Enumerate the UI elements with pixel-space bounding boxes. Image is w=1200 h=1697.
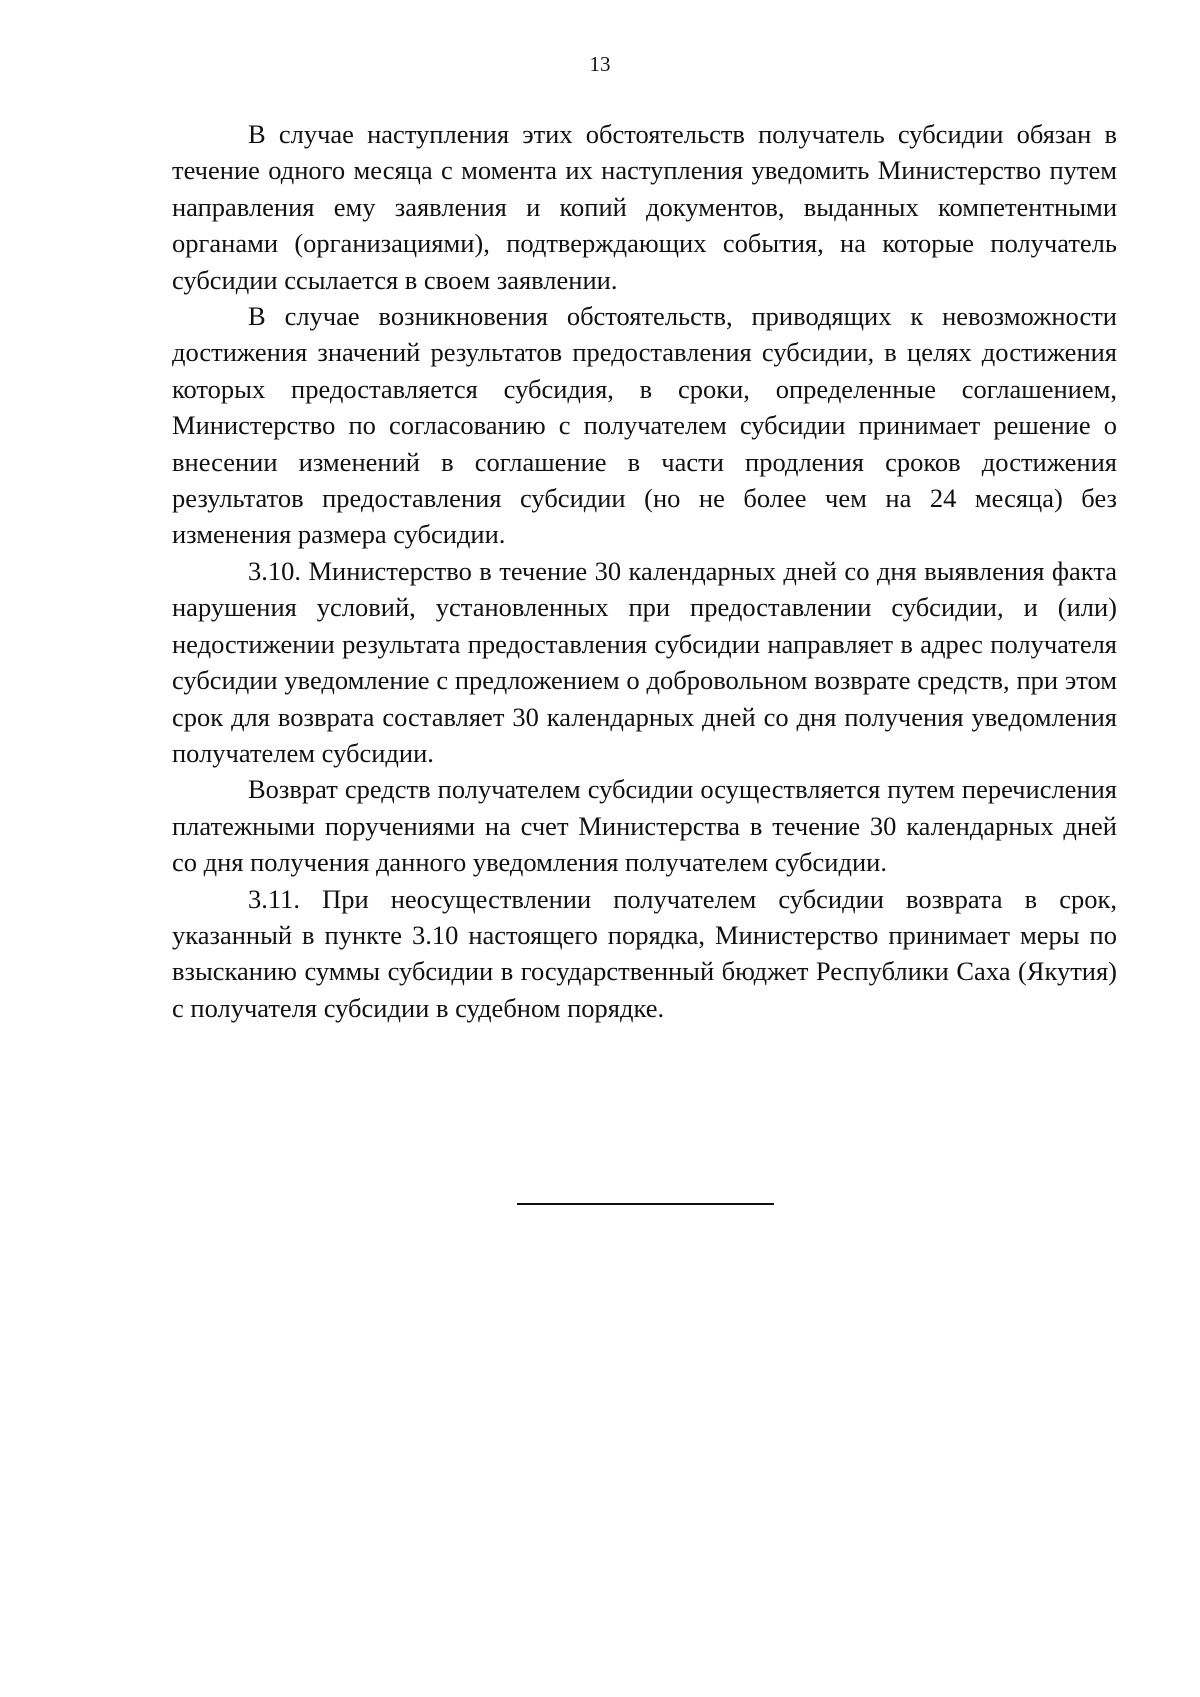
end-of-document-rule <box>517 1203 774 1205</box>
document-body <box>172 116 1117 1026</box>
paragraph-3-10-violation-notice: 3.10. Министерство в течение 30 календарных дней со дня выявления факта нарушения условий, установленных при предоставлении субсидии, и (или) недостижении результата предоставления субсидии направляет в адрес получателя субсидии уведомление с предложением о добровольном возврате средств, при этом срок для возврата составляет 30 календарных дней со дня получения уведомления получателем субсидии. <box>172 555 1117 768</box>
paragraph-deadline-extension: В случае возникновения обстоятельств, приводящих к невозможности достижения значений результатов предоставления субсидии, в целях достижения которых предоставляется субсидия, в сроки, определенные соглашением, Министерство по согласованию с получателем субсидии принимает решение о внесении изменений в соглашение в части продления сроков достижения результатов предоставления субсидии (но не более чем на 24 месяца) без изменения размера субсидии. <box>172 301 1117 550</box>
paragraph-3-11-judicial-recovery: 3.11. При неосуществлении получателем субсидии возврата в срок, указанный в пункте 3.10 настоящего порядка, Министерство принимает меры по взысканию суммы субсидии в государственный бюджет Республики Саха (Якутия) с получателя субсидии в судебном порядке. <box>172 883 1117 1023</box>
page-number: 13 <box>589 52 611 76</box>
paragraph-refund-procedure: Возврат средств получателем субсидии осуществляется путем перечисления платежными поручениями на счет Министерства в течение 30 календарных дней со дня получения данного уведомления получателем субсидии. <box>172 774 1117 878</box>
paragraph-notification-obligation: В случае наступления этих обстоятельств получатель субсидии обязан в течение одного месяца с момента их наступления уведомить Министерство путем направления ему заявления и копий документов, выданных компетентными органами (организациями), подтверждающих события, на которые получатель субсидии ссылается в своем заявлении. <box>172 119 1117 295</box>
